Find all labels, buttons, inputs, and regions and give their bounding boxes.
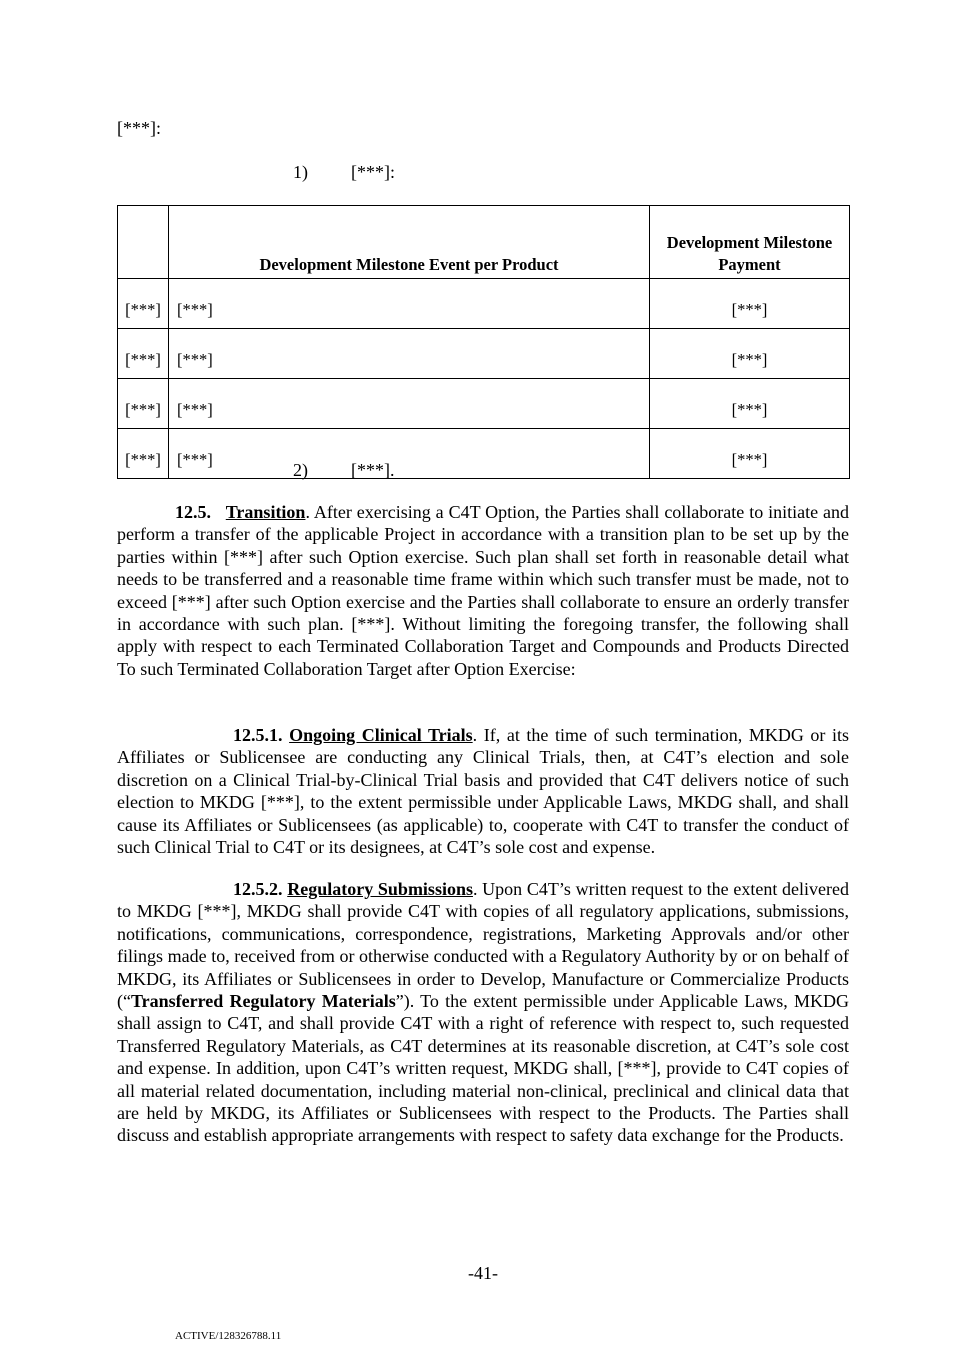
table-row <box>118 379 850 429</box>
table-cell: [***] <box>118 379 169 429</box>
table-cell: [***] <box>118 429 169 479</box>
section-body: . If, at the time of such termination, MKDG or its Affiliates or Sublicensee are conducting any Clinical Trials, then, at C4T’s election and sole discretion on a Clinical Trial-by-Clinical Trial basis and provided that C4T delivers notice of such election to MKDG [***], to the extent permissible under Applicable Laws, MKDG shall, and shall cause its Affiliates or Sublicensees (as applicable) to, cooperate with C4T to transfer the conduct of such Clinical Trial to C4T or its designees, at C4T’s sole cost and expense. <box>117 725 849 858</box>
table-header: Development Milestone Payment <box>650 206 850 279</box>
table-cell: [***] <box>650 279 850 329</box>
list-item-1 <box>293 162 395 183</box>
section-body: . Upon C4T’s written request to the extent delivered to MKDG [***], MKDG shall provide C4T with copies of all regulatory applications, submissions, notifications, communications, correspondence, registrations, Marketing Approvals and/or other filings made to, received from or otherwise conducted with a Regulatory Authority by or on behalf of MKDG, its Affiliates or Sublicensees in order to Develop, Manufacture or Commercialize Products (“ <box>117 879 850 1012</box>
list-number: 1) <box>293 162 308 182</box>
list-text: [***]: <box>351 162 395 182</box>
document-id-footer: ACTIVE/128326788.11 <box>175 1330 282 1342</box>
section-12-5-1 <box>117 724 849 858</box>
defined-term: Transferred Regulatory Materials <box>130 991 396 1012</box>
table-header: Development Milestone Event per Product <box>169 206 650 279</box>
table-header <box>118 206 169 279</box>
table-row <box>118 429 850 479</box>
table-row <box>118 329 850 379</box>
section-number: 12.5. <box>175 502 211 522</box>
table-header-row <box>118 206 850 279</box>
table-cell: [***] <box>169 429 650 479</box>
section-title: Transition <box>225 502 306 522</box>
table-cell: [***] <box>169 379 650 429</box>
table-cell: [***] <box>650 329 850 379</box>
table-cell: [***] <box>169 329 650 379</box>
table-cell: [***] <box>650 429 850 479</box>
page-number: -41- <box>468 1263 498 1283</box>
table-cell: [***] <box>118 329 169 379</box>
section-title: Ongoing Clinical Trials <box>289 725 473 745</box>
table-cell: [***] <box>650 379 850 429</box>
section-12-5-2 <box>117 878 849 1147</box>
table-cell: [***] <box>118 279 169 329</box>
table-cell: [***] <box>169 279 650 329</box>
section-12-5 <box>117 501 849 680</box>
table-row <box>118 279 850 329</box>
intro-text: [***]: <box>117 118 161 138</box>
section-number: 12.5.2. <box>233 879 283 899</box>
milestone-table <box>117 205 850 479</box>
section-title: Regulatory Submissions <box>287 879 473 899</box>
section-body: ”). To the extent permissible under Applicable Laws, MKDG shall assign to C4T, and shall provide C4T with a right of reference with respect to, such requested Transferred Regulatory Materials, as C4T determines at its reasonable discretion, at C4T’s sole cost and expense. In addition, upon C4T’s written request, MKDG shall, [***], provide to C4T copies of all material related documentation, including material non-clinical, preclinical and clinical data that are held by MKDG, its Affiliates or Sublicensees with respect to the Products. The Parties shall discuss and establish appropriate arrangements with respect to safety data exchange for the Products. <box>117 991 850 1146</box>
section-number: 12.5.1. <box>233 725 283 745</box>
list-item-2 <box>293 460 395 481</box>
section-body: . After exercising a C4T Option, the Parties shall collaborate to initiate and perform a transfer of the applicable Project in accordance with a transition plan to be set up by the parties within [***] after such Option exercise. Such plan shall set forth in reasonable detail what needs to be transferred and a reasonable time frame within which such transfer must be made, not to exceed [***] after such Option exercise and the Parties shall collaborate to ensure an orderly transfer in accordance with such plan. [***]. Without limiting the foregoing transfer, the following shall apply with respect to each Terminated Collaboration Target and Compounds and Products Directed To such Terminated Collaboration Target after Option Exercise: <box>117 502 850 679</box>
list-number: 2) <box>293 460 308 480</box>
list-text: [***]. <box>351 460 395 480</box>
